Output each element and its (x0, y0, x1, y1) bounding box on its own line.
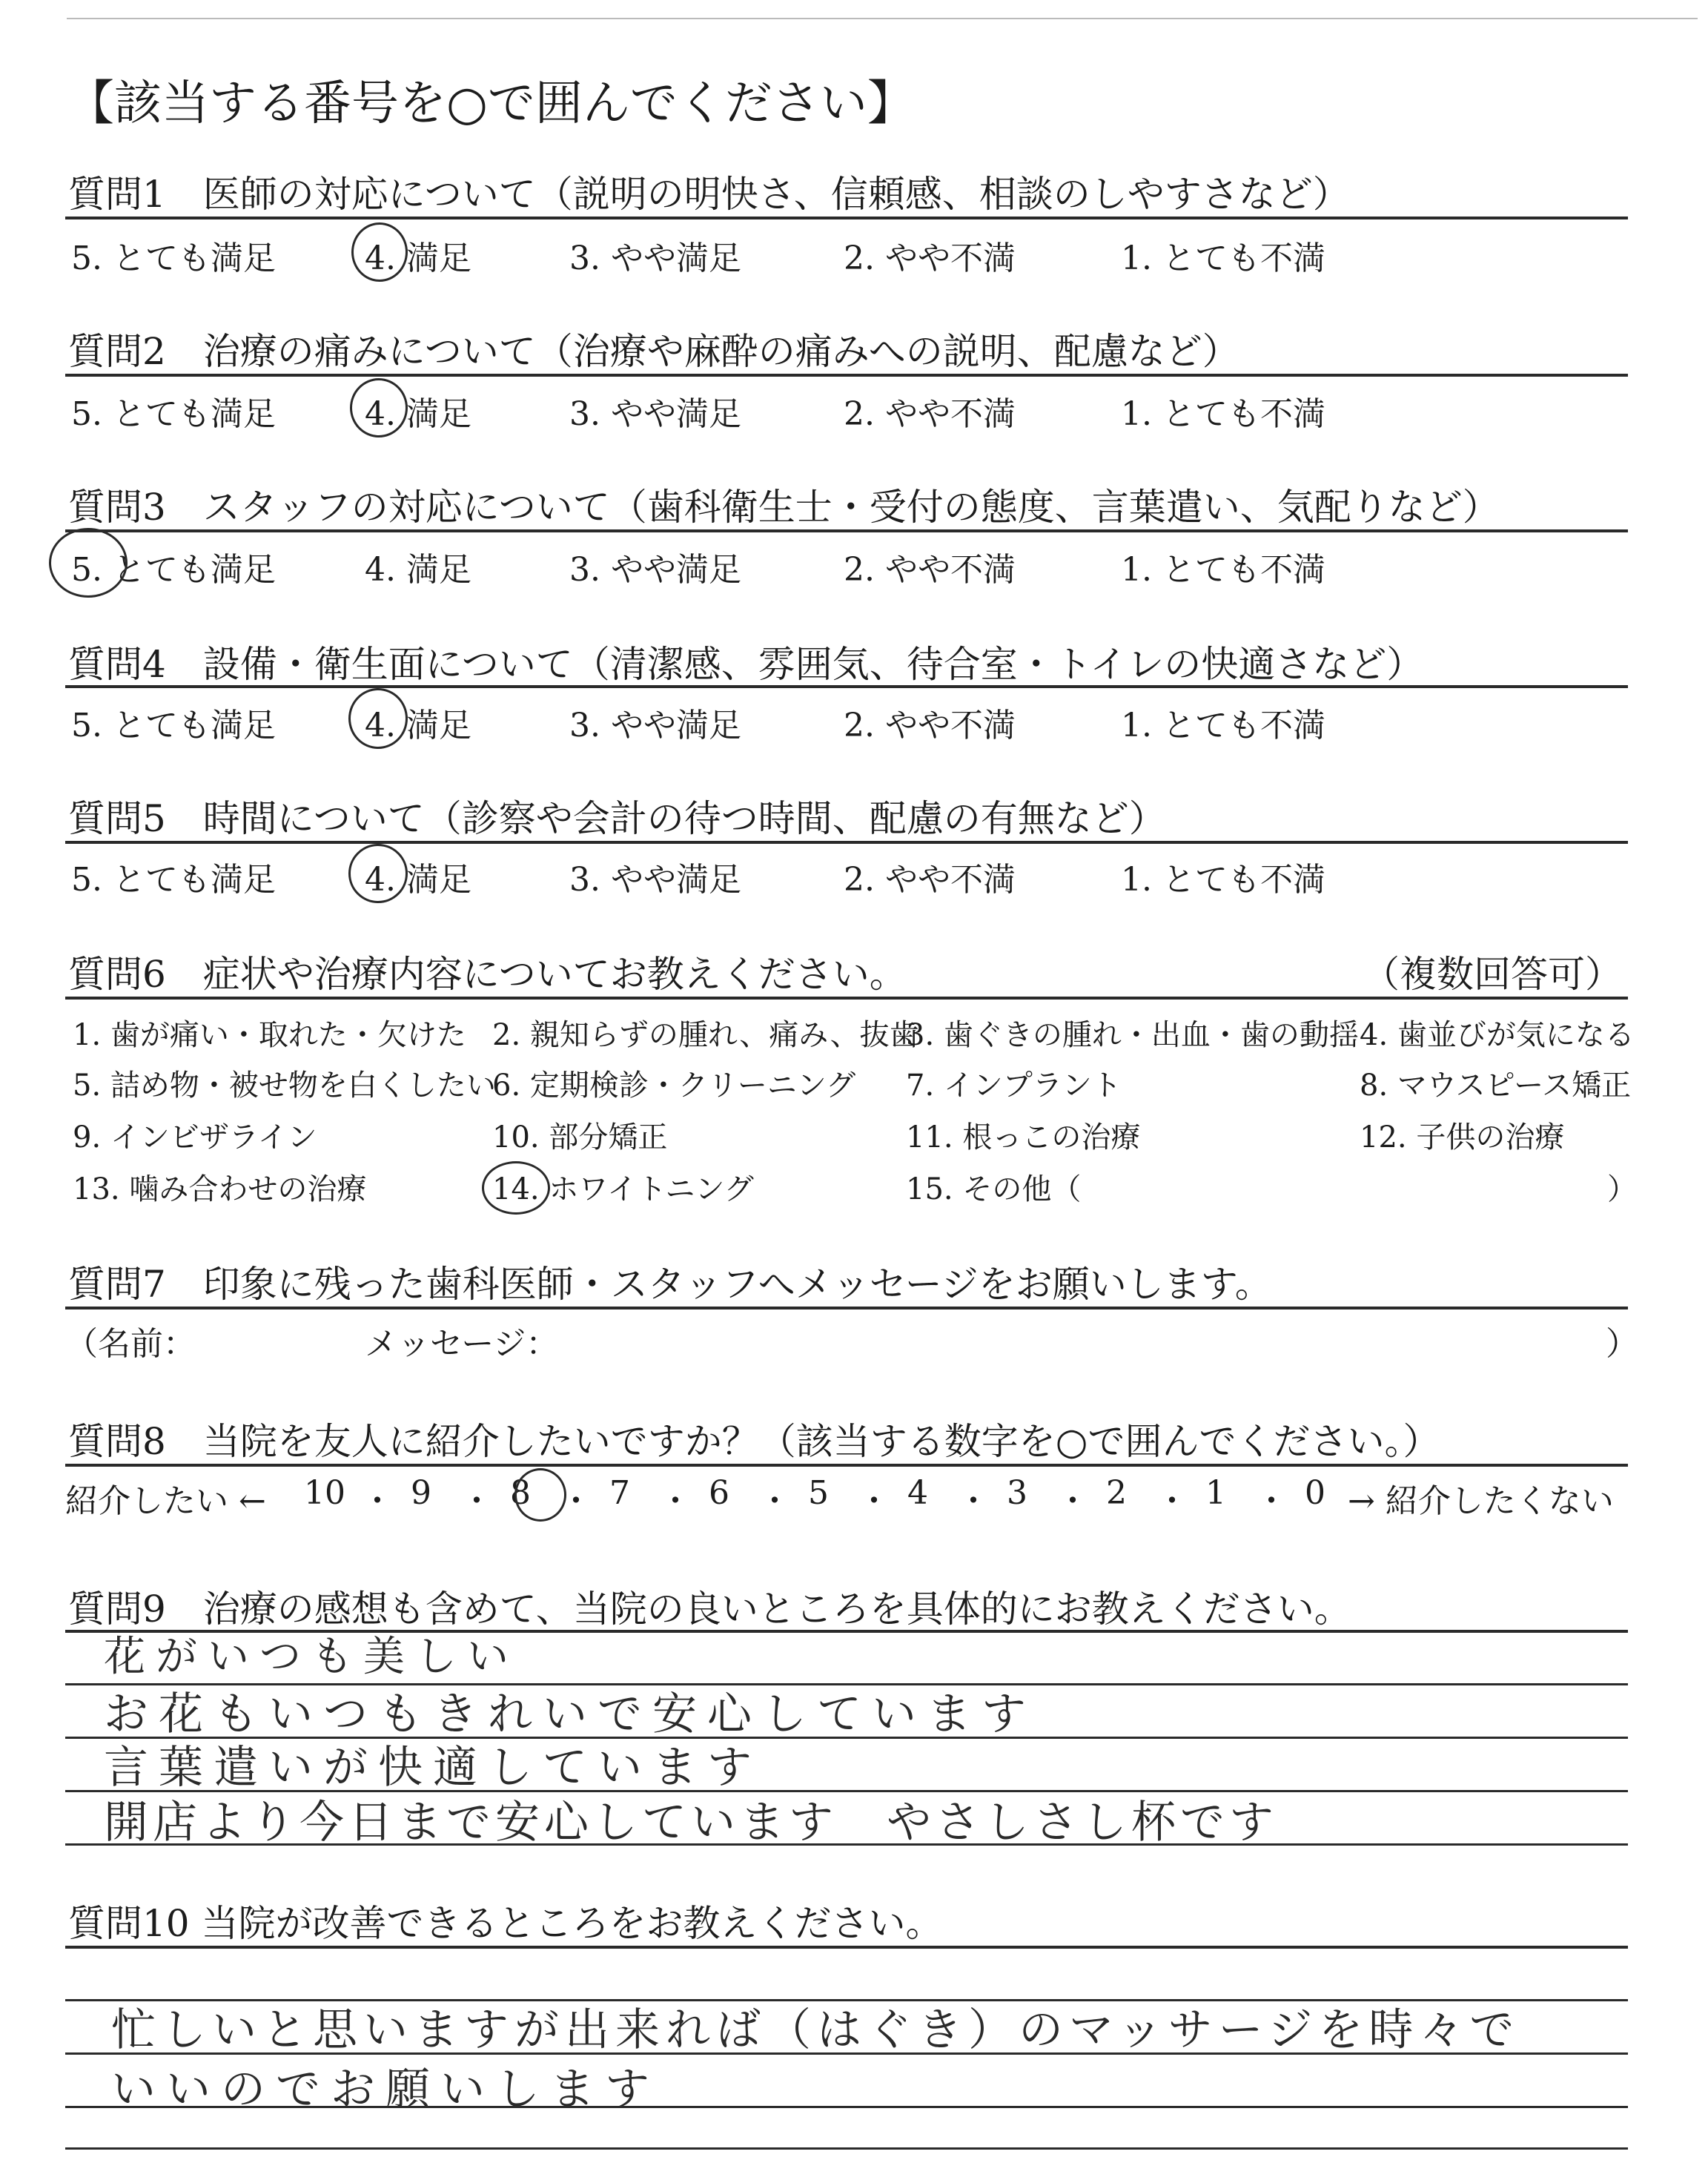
q8-scale-separator: ・ (858, 1482, 890, 1520)
question-7-label: 質問7 印象に残った歯科医師・スタッフへメッセージをお願いします。 (68, 1263, 1272, 1306)
q5-option-1[interactable]: 1. とても不満 (1121, 861, 1325, 899)
q6-item-7[interactable]: 7. インプラント (906, 1069, 1122, 1103)
q8-scale-value-1[interactable]: 1 (1205, 1474, 1226, 1512)
q6-multiple-note: （複数回答可） (1363, 953, 1622, 996)
q10-answer-2: いいのでお願いします (111, 2064, 660, 2116)
form-title: 【該当する番号を○で囲んでください】 (67, 76, 915, 131)
q8-scale-value-4[interactable]: 4 (907, 1474, 928, 1512)
q8-scale-separator: ・ (659, 1482, 692, 1520)
q1-option-3[interactable]: 3. やや満足 (569, 240, 741, 277)
q6-item-5[interactable]: 5. 詰め物・被せ物を白くしたい (73, 1069, 496, 1103)
q2-option-5[interactable]: 5. とても満足 (71, 395, 276, 433)
q8-scale-separator: ・ (361, 1482, 394, 1520)
q8-right-label: → 紹介したくない (1348, 1482, 1614, 1520)
q7-close: ） (1606, 1325, 1638, 1363)
q6-item-2[interactable]: 2. 親知らずの腫れ、痛み、抜歯 (492, 1018, 919, 1052)
q8-scale-value-10[interactable]: 10 (304, 1474, 345, 1512)
q5-option-4[interactable]: 4. 満足 (365, 861, 471, 899)
q8-scale-value-3[interactable]: 3 (1007, 1474, 1027, 1512)
question-4-label: 質問4 設備・衛生面について（清潔感、雰囲気、待合室・トイレの快適さなど） (68, 643, 1424, 686)
q4-option-4[interactable]: 4. 満足 (365, 707, 471, 744)
q8-scale-separator: ・ (1156, 1482, 1188, 1520)
q1-option-4[interactable]: 4. 満足 (365, 240, 471, 277)
q1-option-1[interactable]: 1. とても不満 (1121, 240, 1325, 277)
q3-option-4[interactable]: 4. 満足 (365, 551, 471, 589)
q8-scale-value-9[interactable]: 9 (411, 1474, 431, 1512)
q9-answer-3: 言葉遣いが快適しています (104, 1742, 762, 1794)
q6-item-15-close: ） (1607, 1172, 1637, 1206)
q6-item-3[interactable]: 3. 歯ぐきの腫れ・出血・歯の動揺 (906, 1018, 1359, 1052)
q6-item-10[interactable]: 10. 部分矯正 (492, 1120, 668, 1155)
q4-option-2[interactable]: 2. やや不満 (844, 707, 1016, 744)
q8-scale-value-5[interactable]: 5 (808, 1474, 829, 1512)
q6-item-4[interactable]: 4. 歯並びが気になる (1360, 1018, 1635, 1052)
q6-item-9[interactable]: 9. インビザライン (73, 1120, 317, 1155)
q8-scale-separator: ・ (1255, 1482, 1288, 1520)
question-10-label: 質問10 当院が改善できるところをお教えください。 (68, 1902, 943, 1945)
question-8-label: 質問8 当院を友人に紹介したいですか？（該当する数字を○で囲んでください。） (68, 1420, 1440, 1463)
q7-message-label: メッセージ： (365, 1325, 559, 1363)
q1-option-5[interactable]: 5. とても満足 (71, 240, 276, 277)
q8-scale-value-2[interactable]: 2 (1106, 1474, 1127, 1512)
q8-scale-value-0[interactable]: 0 (1305, 1474, 1325, 1512)
q3-option-1[interactable]: 1. とても不満 (1121, 551, 1325, 589)
q3-option-3[interactable]: 3. やや満足 (569, 551, 741, 589)
q9-answer-2: お花もいつもきれいで安心しています (104, 1688, 1036, 1740)
q8-scale-value-8[interactable]: 8 (510, 1474, 531, 1512)
q3-selection-circle (49, 528, 128, 598)
q8-scale-separator: ・ (460, 1482, 493, 1520)
q8-scale-value-6[interactable]: 6 (709, 1474, 729, 1512)
q2-selection-circle (350, 378, 408, 437)
q7-name-label: （名前： (65, 1325, 196, 1363)
q5-option-5[interactable]: 5. とても満足 (71, 861, 276, 899)
q6-item-12[interactable]: 12. 子供の治療 (1360, 1120, 1565, 1155)
q8-scale (304, 1474, 1325, 1520)
q10-answer-1: 忙しいと思いますが出来れば（はぐき）のマッサージを時々で (111, 2004, 1520, 2056)
q4-option-3[interactable]: 3. やや満足 (569, 707, 741, 744)
q6-item-15[interactable]: 15. その他（ (906, 1172, 1082, 1206)
q6-item-11[interactable]: 11. 根っこの治療 (906, 1120, 1141, 1155)
q8-scale-separator: ・ (1056, 1482, 1089, 1520)
q6-selection-circle (482, 1161, 550, 1215)
q1-selection-circle (351, 222, 408, 282)
q4-selection-circle (348, 688, 408, 749)
q8-selection-circle (514, 1468, 566, 1522)
question-6-label: 質問6 症状や治療内容についてお教えください。 (68, 953, 907, 996)
q5-selection-circle (348, 844, 408, 903)
q5-option-3[interactable]: 3. やや満足 (569, 861, 741, 899)
question-9-label: 質問9 治療の感想も含めて、当院の良いところを具体的にお教えください。 (68, 1588, 1351, 1631)
q5-option-2[interactable]: 2. やや不満 (844, 861, 1016, 899)
q1-option-2[interactable]: 2. やや不満 (844, 240, 1016, 277)
q2-option-1[interactable]: 1. とても不満 (1121, 395, 1325, 433)
q9-answer-1: 花がいつも美しい (104, 1633, 519, 1681)
q6-item-14[interactable]: 14. ホワイトニング (492, 1172, 754, 1206)
q8-scale-value-7[interactable]: 7 (609, 1474, 630, 1512)
question-2-label: 質問2 治療の痛みについて（治療や麻酔の痛みへの説明、配慮など） (68, 330, 1239, 373)
q8-scale-separator: ・ (560, 1482, 592, 1520)
q6-item-1[interactable]: 1. 歯が痛い・取れた・欠けた (73, 1018, 466, 1052)
q6-item-13[interactable]: 13. 噛み合わせの治療 (73, 1172, 367, 1206)
q6-item-8[interactable]: 8. マウスピース矯正 (1360, 1069, 1632, 1103)
question-5-label: 質問5 時間について（診察や会計の待つ時間、配慮の有無など） (68, 797, 1166, 840)
q8-left-label: 紹介したい ← (65, 1482, 266, 1520)
q3-option-5[interactable]: 5. とても満足 (71, 551, 276, 589)
q2-option-3[interactable]: 3. やや満足 (569, 395, 741, 433)
q2-option-4[interactable]: 4. 満足 (365, 395, 471, 433)
q8-scale-separator: ・ (758, 1482, 791, 1520)
q2-option-2[interactable]: 2. やや不満 (844, 395, 1016, 433)
question-1-label: 質問1 医師の対応について（説明の明快さ、信頼感、相談のしやすさなど） (68, 173, 1350, 216)
q4-option-1[interactable]: 1. とても不満 (1121, 707, 1325, 744)
q3-option-2[interactable]: 2. やや不満 (844, 551, 1016, 589)
q9-answer-4: 開店より今日まで安心しています やさしさし杯です (104, 1797, 1278, 1849)
q4-option-5[interactable]: 5. とても満足 (71, 707, 276, 744)
q6-item-6[interactable]: 6. 定期検診・クリーニング (492, 1069, 856, 1103)
question-3-label: 質問3 スタッフの対応について（歯科衛生士・受付の態度、言葉遣い、気配りなど） (68, 486, 1500, 529)
q8-scale-separator: ・ (957, 1482, 990, 1520)
